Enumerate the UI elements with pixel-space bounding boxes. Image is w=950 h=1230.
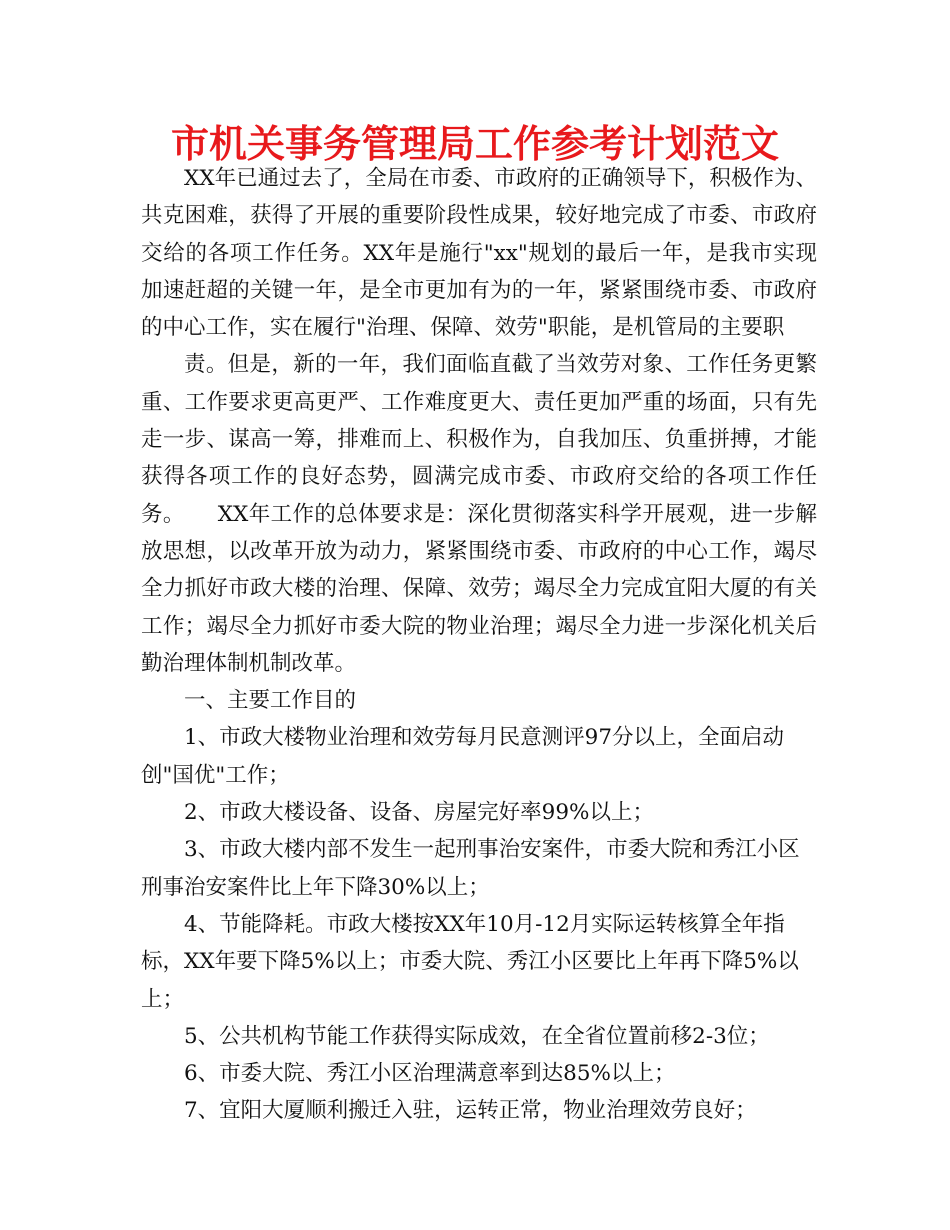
section-heading: 一、主要工作目的: [184, 688, 357, 714]
goal-item-4: 4、节能降耗。市政大楼按XX年10月-12月实际运转核算全年指标，XX年要下降5%以上；市委大院、秀江小区要比上年再下降5%以上；: [141, 911, 799, 1012]
goal-item-5: 5、公共机构节能工作获得实际成效，在全省位置前移2-3位；: [184, 1023, 770, 1049]
document-body: [141, 160, 817, 1130]
intro-paragraph: XX年已通过去了，全局在市委、市政府的正确领导下，积极作为、共克困难，获得了开展的重要阶段性成果，较好地完成了市委、市政府交给的各项工作任务。XX年是施行"xx"规划的最后一年，是我市实现加速赶超的关键一年，是全市更加有为的一年，紧紧围绕市委、市政府的中心工作，实在履行"治理、保障、效劳"职能，是机管局的主要职: [141, 166, 817, 341]
goal-item-7: 7、宜阳大厦顺利搬迁入驻，运转正常，物业治理效劳良好；: [184, 1098, 757, 1124]
goal-item-2: 2、市政大楼设备、设备、房屋完好率99%以上；: [184, 800, 654, 826]
document-title: 市机关事务管理局工作参考计划范文: [170, 122, 779, 166]
goal-item-6: 6、市委大院、秀江小区治理满意率到达85%以上；: [184, 1061, 676, 1087]
requirements-paragraph: 责。但是，新的一年，我们面临直截了当效劳对象、工作任务更繁重、工作要求更高更严、工作难度更大、责任更加严重的场面，只有先走一步、谋高一筹，排难而上、积极作为，自我加压、负重拼搏，才能获得各项工作的良好态势，圆满完成市委、市政府交给的各项工作任务。 XX年工作的总体要求是：深化贯彻落实科学开展观，进一步解放思想，以改革开放为动力，紧紧围绕市委、市政府的中心工作，竭尽全力抓好市政大楼的治理、保障、效劳；竭尽全力完成宜阳大厦的有关工作；竭尽全力抓好市委大院的物业治理；竭尽全力进一步深化机关后勤治理体制机制改革。: [141, 352, 817, 676]
goal-item-1: 1、市政大楼物业治理和效劳每月民意测评97分以上，全面启动创"国优"工作；: [141, 725, 785, 788]
goal-item-3: 3、市政大楼内部不发生一起刑事治安案件，市委大院和秀江小区刑事治安案件比上年下降30%以上；: [141, 837, 800, 900]
